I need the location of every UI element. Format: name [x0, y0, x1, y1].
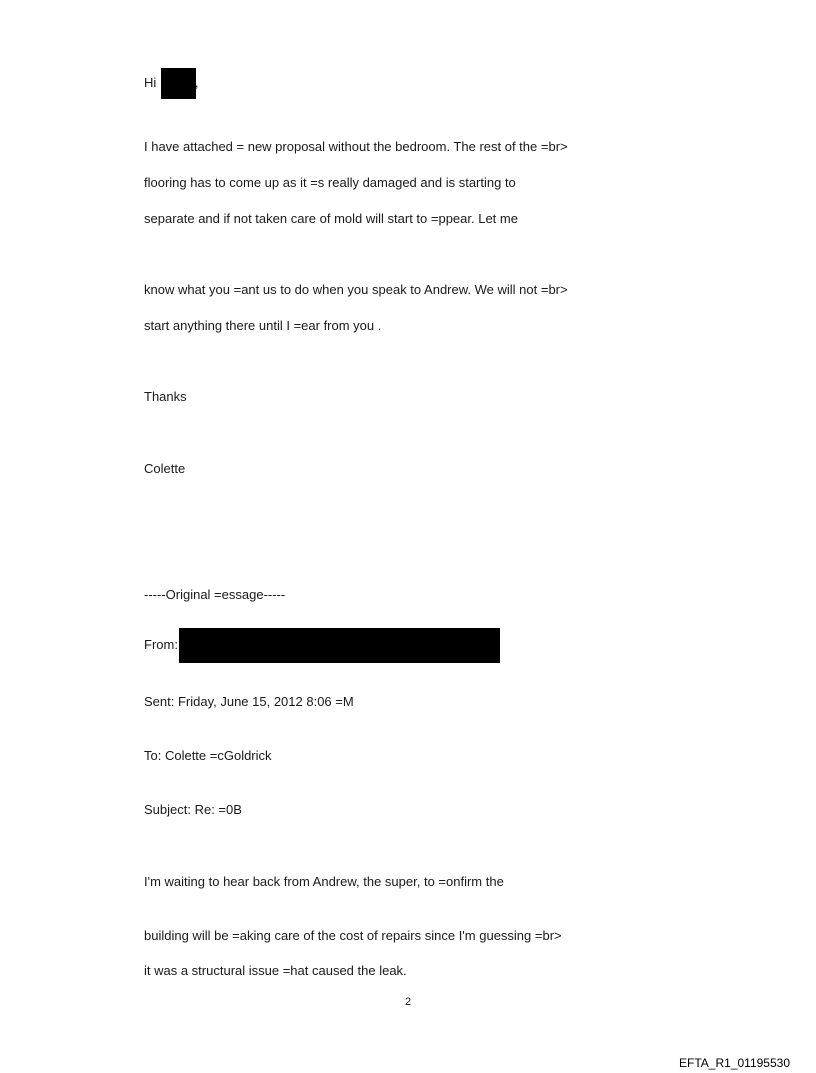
body-line: know what you =ant us to do when you speak to Andrew. We will not =br> — [144, 282, 568, 297]
redaction-box — [161, 68, 196, 99]
body-line: separate and if not taken care of mold will start to =ppear. Let me — [144, 211, 518, 226]
subject-line: Subject: Re: =0B — [144, 802, 242, 817]
body-line: I have attached = new proposal without the bedroom. The rest of the =br> — [144, 139, 568, 154]
to-line: To: Colette =cGoldrick — [144, 748, 272, 763]
signature: Colette — [144, 461, 186, 476]
original-body-line: I'm waiting to hear back from Andrew, the super, to =onfirm the — [144, 874, 504, 889]
original-body-line: it was a structural issue =hat caused the leak. — [144, 963, 407, 978]
from-line — [144, 628, 500, 663]
body-line: flooring has to come up as it =s really damaged and is starting to — [144, 175, 516, 190]
redaction-box — [179, 628, 500, 663]
body-line: start anything there until I =ear from you . — [144, 318, 382, 333]
original-message-separator: -----Original =essage----- — [144, 587, 286, 602]
page-number: 2 — [404, 996, 412, 1008]
greeting-text: Hi — [144, 74, 157, 90]
original-body-line: building will be =aking care of the cost of repairs since I'm guessing =br> — [144, 928, 562, 943]
from-label: From: — [144, 636, 178, 652]
greeting-line — [144, 68, 199, 99]
closing: Thanks — [144, 389, 187, 404]
document-id: EFTA_R1_01195530 — [679, 1056, 790, 1070]
sent-line: Sent: Friday, June 15, 2012 8:06 =M — [144, 694, 354, 709]
greeting-comma: , — [194, 74, 199, 90]
